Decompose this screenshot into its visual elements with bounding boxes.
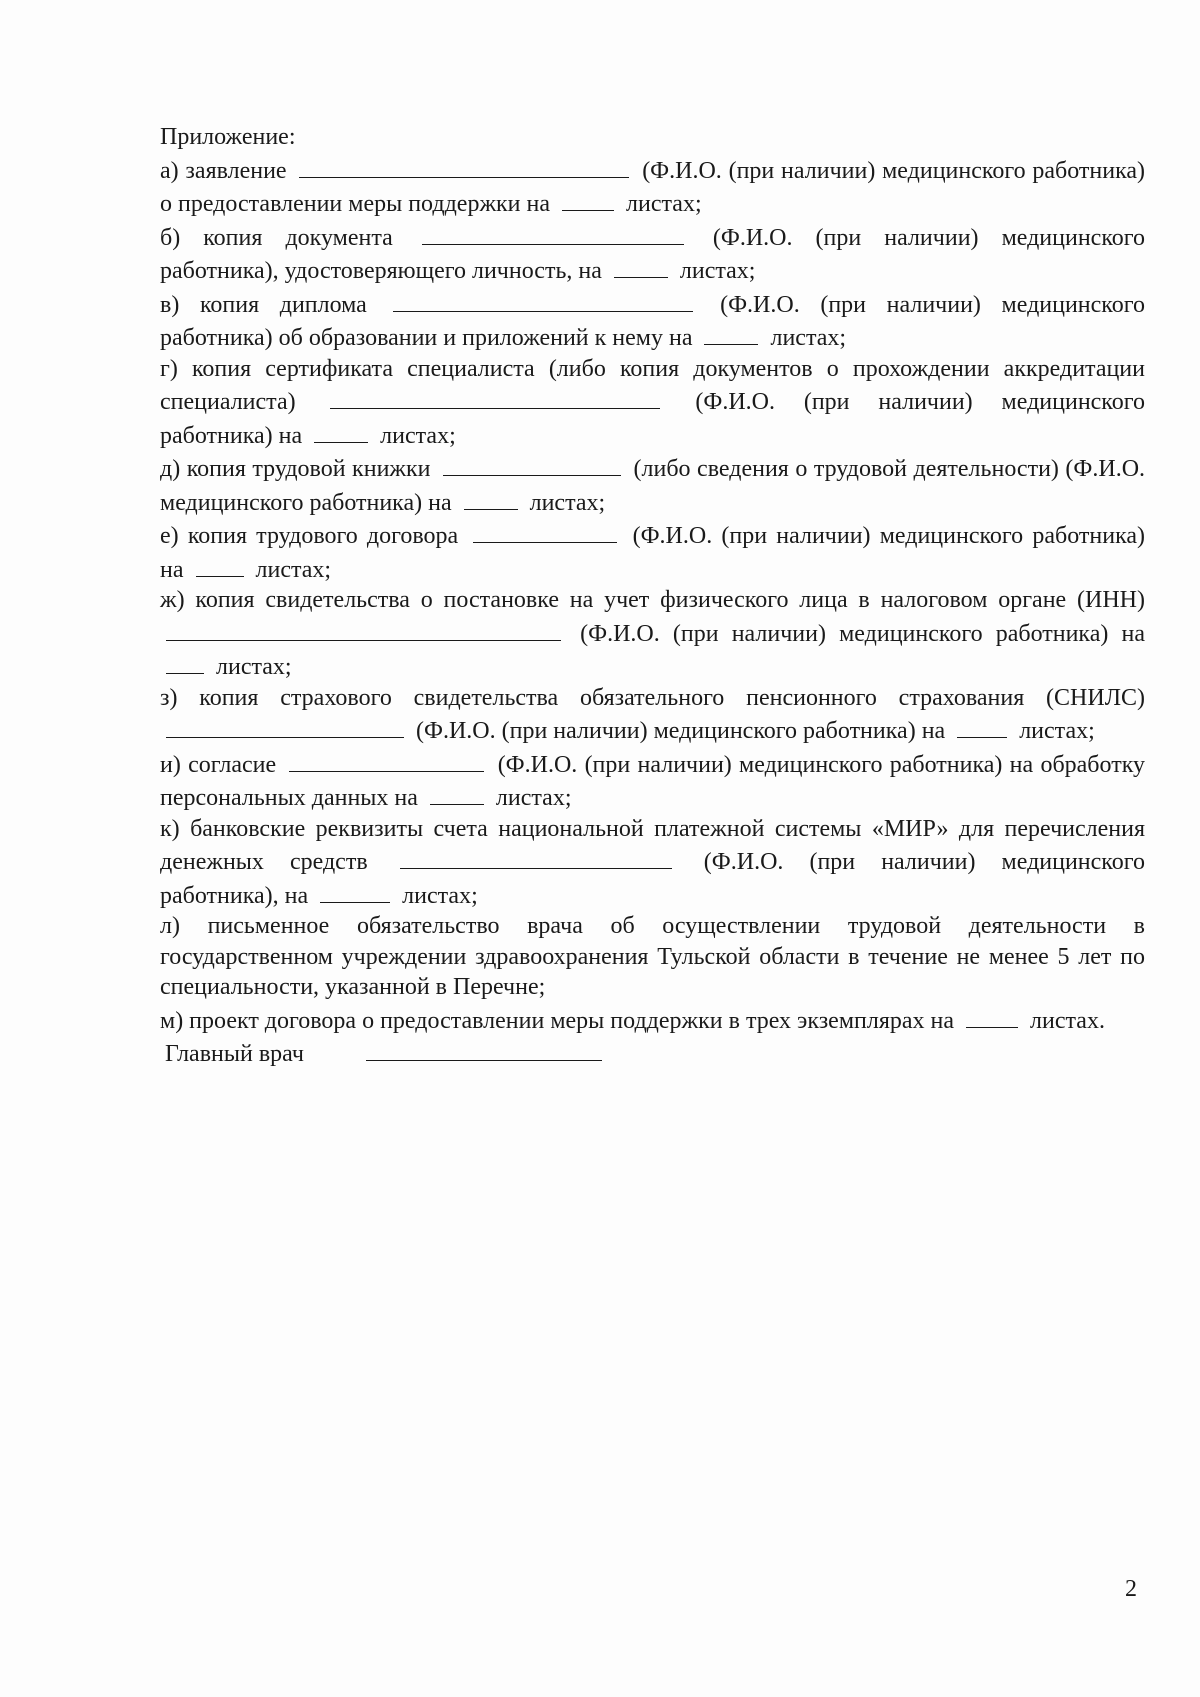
fill-blank-name — [166, 616, 561, 641]
fill-blank-sheets — [957, 713, 1007, 738]
fill-blank-name — [393, 287, 693, 312]
fill-blank-sheets — [614, 253, 668, 278]
list-item-l: л) письменное обязательство врача об осуществлении трудовой деятельности в государственном учреждении здравоохранения Тульской области в течение не менее 5 лет по специальности, указанной в Перечне; — [160, 913, 1145, 1000]
signature-block — [165, 1036, 608, 1068]
fill-blank-sheets — [196, 552, 244, 577]
fill-blank-sheets — [430, 780, 484, 805]
signature-line — [366, 1036, 602, 1061]
fill-blank-sheets — [966, 1003, 1018, 1028]
list-item-g: г) копия сертификата специалиста (либо копия документов о прохождении аккредитации специалиста) (Ф.И.О. (при наличии) медицинского работника) на листах; — [160, 355, 1145, 449]
fill-blank-name — [166, 713, 404, 738]
page-number: 2 — [1125, 1576, 1137, 1602]
list-item-m: м) проект договора о предоставлении меры поддержки в трех экземплярах на листах. — [160, 1003, 1145, 1037]
attachment-heading: Приложение: — [160, 124, 296, 150]
fill-blank-name — [473, 518, 617, 543]
fill-blank-sheets — [562, 186, 614, 211]
list-item-e: е) копия трудового договора (Ф.И.О. (при наличии) медицинского работника) на листах; — [160, 518, 1145, 585]
fill-blank-name — [422, 220, 684, 245]
fill-blank-name — [299, 153, 629, 178]
list-item-b: б) копия документа (Ф.И.О. (при наличии) медицинского работника), удостоверяющего личность, на листах; — [160, 220, 1145, 287]
fill-blank-sheets — [314, 418, 368, 443]
list-item-k: к) банковские реквизиты счета национальной платежной системы «МИР» для перечисления денежных средств (Ф.И.О. (при наличии) медицинского работника), на листах; — [160, 815, 1145, 909]
fill-blank-name — [400, 844, 672, 869]
list-item-a: а) заявление (Ф.И.О. (при наличии) медицинского работника) о предоставлении меры поддержки на листах; — [160, 153, 1145, 220]
fill-blank-sheets — [166, 649, 204, 674]
attachment-list — [160, 122, 1145, 1036]
fill-blank-name — [443, 451, 621, 476]
fill-blank-name — [330, 384, 660, 409]
fill-blank-name — [289, 747, 484, 772]
fill-blank-sheets — [320, 878, 390, 903]
signature-label: Главный врач — [165, 1041, 304, 1067]
list-item-v: в) копия диплома (Ф.И.О. (при наличии) медицинского работника) об образовании и приложений к нему на листах; — [160, 287, 1145, 354]
list-item-zh: ж) копия свидетельства о постановке на учет физического лица в налоговом органе (ИНН) (Ф.И.О. (при наличии) медицинского работника) на листах; — [160, 587, 1146, 680]
list-item-i: и) согласие (Ф.И.О. (при наличии) медицинского работника) на обработку персональных данных на листах; — [160, 747, 1145, 814]
fill-blank-sheets — [464, 485, 518, 510]
list-item-d: д) копия трудовой книжки (либо сведения о трудовой деятельности) (Ф.И.О. медицинского работника) на листах; — [160, 451, 1145, 518]
list-item-z: з) копия страхового свидетельства обязательного пенсионного страхования (СНИЛС) (Ф.И.О. (при наличии) медицинского работника) на листах; — [160, 684, 1145, 744]
fill-blank-sheets — [704, 320, 758, 345]
